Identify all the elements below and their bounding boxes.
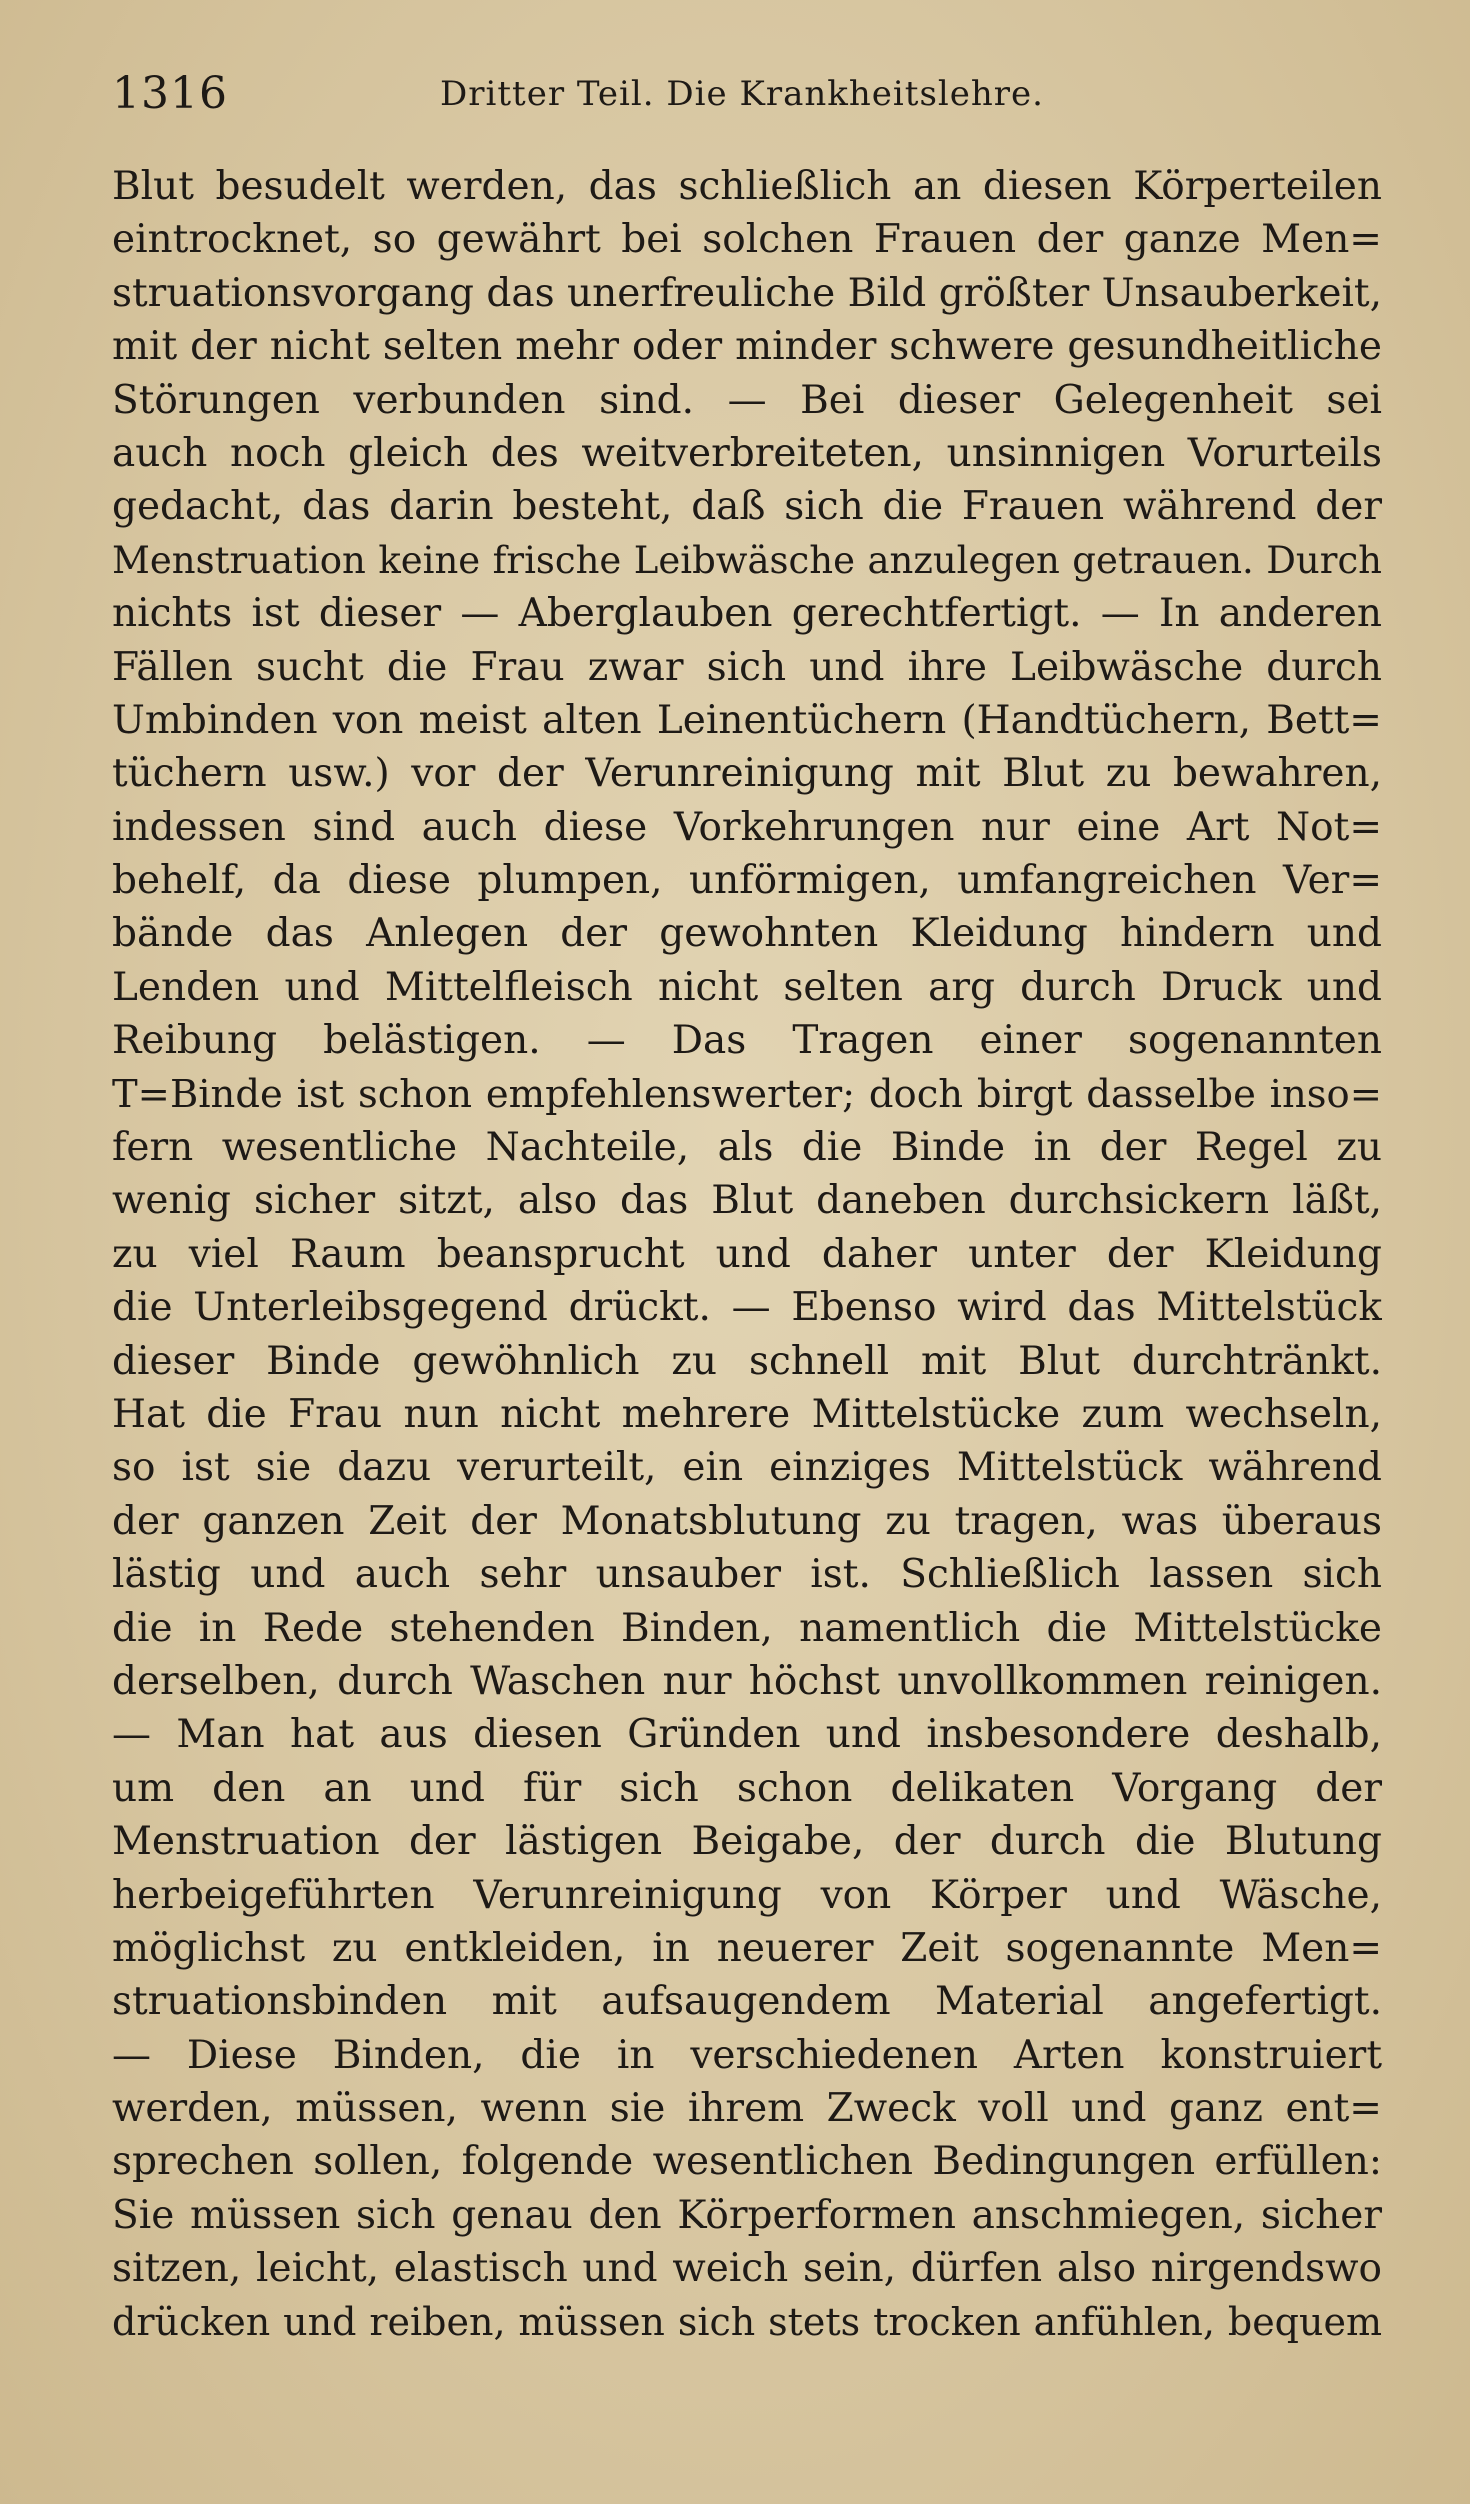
text-line: Blut besudelt werden, das schließlich an diesen Körperteilen bbox=[112, 164, 1382, 209]
text-line: lästig und auch sehr unsauber ist. Schließlich lassen sich bbox=[112, 1552, 1382, 1598]
text-line: drücken und reiben, müssen sich stets trocken anfühlen, bequem bbox=[112, 2299, 1382, 2344]
text-line: Menstruation keine frische Leibwäsche anzulegen getrauen. Durch bbox=[112, 538, 1382, 582]
text-line: die in Rede stehenden Binden, namentlich die Mittelstücke bbox=[112, 1605, 1382, 1651]
text-line: um den an und für sich schon delikaten Vorgang der bbox=[112, 1765, 1382, 1811]
body-text bbox=[112, 160, 1382, 2349]
running-head bbox=[112, 68, 1382, 128]
text-line: nichts ist dieser — Aberglauben gerechtfertigt. — In anderen bbox=[112, 591, 1382, 637]
text-line: Störungen verbunden sind. — Bei dieser Gelegenheit sei bbox=[112, 377, 1382, 423]
text-line: bände das Anlegen der gewohnten Kleidung hindern und bbox=[112, 911, 1382, 957]
text-line: sprechen sollen, folgende wesentlichen Bedingungen erfüllen: bbox=[112, 2139, 1382, 2185]
text-line: Hat die Frau nun nicht mehrere Mittelstücke zum wechseln, bbox=[112, 1391, 1382, 1437]
text-line: Lenden und Mittelfleisch nicht selten arg durch Druck und bbox=[112, 964, 1382, 1010]
text-line: fern wesentliche Nachteile, als die Binde in der Regel zu bbox=[112, 1125, 1382, 1171]
text-line: mit der nicht selten mehr oder minder schwere gesundheitliche bbox=[112, 324, 1382, 370]
text-line: dieser Binde gewöhnlich zu schnell mit Blut durchtränkt. bbox=[112, 1338, 1382, 1384]
text-line: indessen sind auch diese Vorkehrungen nur eine Art Not= bbox=[112, 804, 1382, 850]
text-line: auch noch gleich des weitverbreiteten, unsinnigen Vorurteils bbox=[112, 430, 1382, 476]
text-line: struationsvorgang das unerfreuliche Bild größter Unsauberkeit, bbox=[112, 270, 1382, 316]
text-line: wenig sicher sitzt, also das Blut daneben durchsickern läßt, bbox=[112, 1178, 1382, 1224]
text-line: behelf, da diese plumpen, unförmigen, umfangreichen Ver= bbox=[112, 858, 1382, 904]
text-line: Reibung belästigen. — Das Tragen einer sogenannten bbox=[112, 1018, 1382, 1064]
text-line: derselben, durch Waschen nur höchst unvollkommen reinigen. bbox=[112, 1658, 1382, 1704]
text-line: sitzen, leicht, elastisch und weich sein, dürfen also nirgendswo bbox=[112, 2246, 1382, 2292]
text-line: T=Binde ist schon empfehlenswerter; doch birgt dasselbe inso= bbox=[112, 1071, 1382, 1117]
text-line: Sie müssen sich genau den Körperformen anschmiegen, sicher bbox=[112, 2192, 1382, 2238]
text-line: Menstruation der lästigen Beigabe, der durch die Blutung bbox=[112, 1819, 1382, 1865]
text-line: werden, müssen, wenn sie ihrem Zweck voll und ganz ent= bbox=[112, 2086, 1382, 2132]
text-line: herbeigeführten Verunreinigung von Körper und Wäsche, bbox=[112, 1872, 1382, 1918]
text-line: eintrocknet, so gewährt bei solchen Frauen der ganze Men= bbox=[112, 217, 1382, 263]
text-line: Fällen sucht die Frau zwar sich und ihre Leibwäsche durch bbox=[112, 644, 1382, 690]
text-line: der ganzen Zeit der Monatsblutung zu tragen, was überaus bbox=[112, 1498, 1382, 1544]
text-line: so ist sie dazu verurteilt, ein einziges Mittelstück während bbox=[112, 1445, 1382, 1491]
text-line: struationsbinden mit aufsaugendem Material angefertigt. bbox=[112, 1979, 1382, 2025]
text-line: Umbinden von meist alten Leinentüchern (Handtüchern, Bett= bbox=[112, 697, 1382, 743]
text-line: tüchern usw.) vor der Verunreinigung mit Blut zu bewahren, bbox=[112, 751, 1382, 797]
text-line: möglichst zu entkleiden, in neuerer Zeit sogenannte Men= bbox=[112, 1925, 1382, 1971]
text-line: zu viel Raum beansprucht und daher unter der Kleidung bbox=[112, 1231, 1382, 1277]
text-line: — Diese Binden, die in verschiedenen Arten konstruiert bbox=[112, 2032, 1382, 2078]
text-line: — Man hat aus diesen Gründen und insbesondere deshalb, bbox=[112, 1712, 1382, 1758]
text-line: die Unterleibsgegend drückt. — Ebenso wird das Mittelstück bbox=[112, 1285, 1382, 1331]
running-head-title: Dritter Teil. Die Krankheitslehre. bbox=[440, 74, 1044, 114]
text-line: gedacht, das darin besteht, daß sich die Frauen während der bbox=[112, 484, 1382, 530]
page-number: 1316 bbox=[112, 68, 228, 119]
